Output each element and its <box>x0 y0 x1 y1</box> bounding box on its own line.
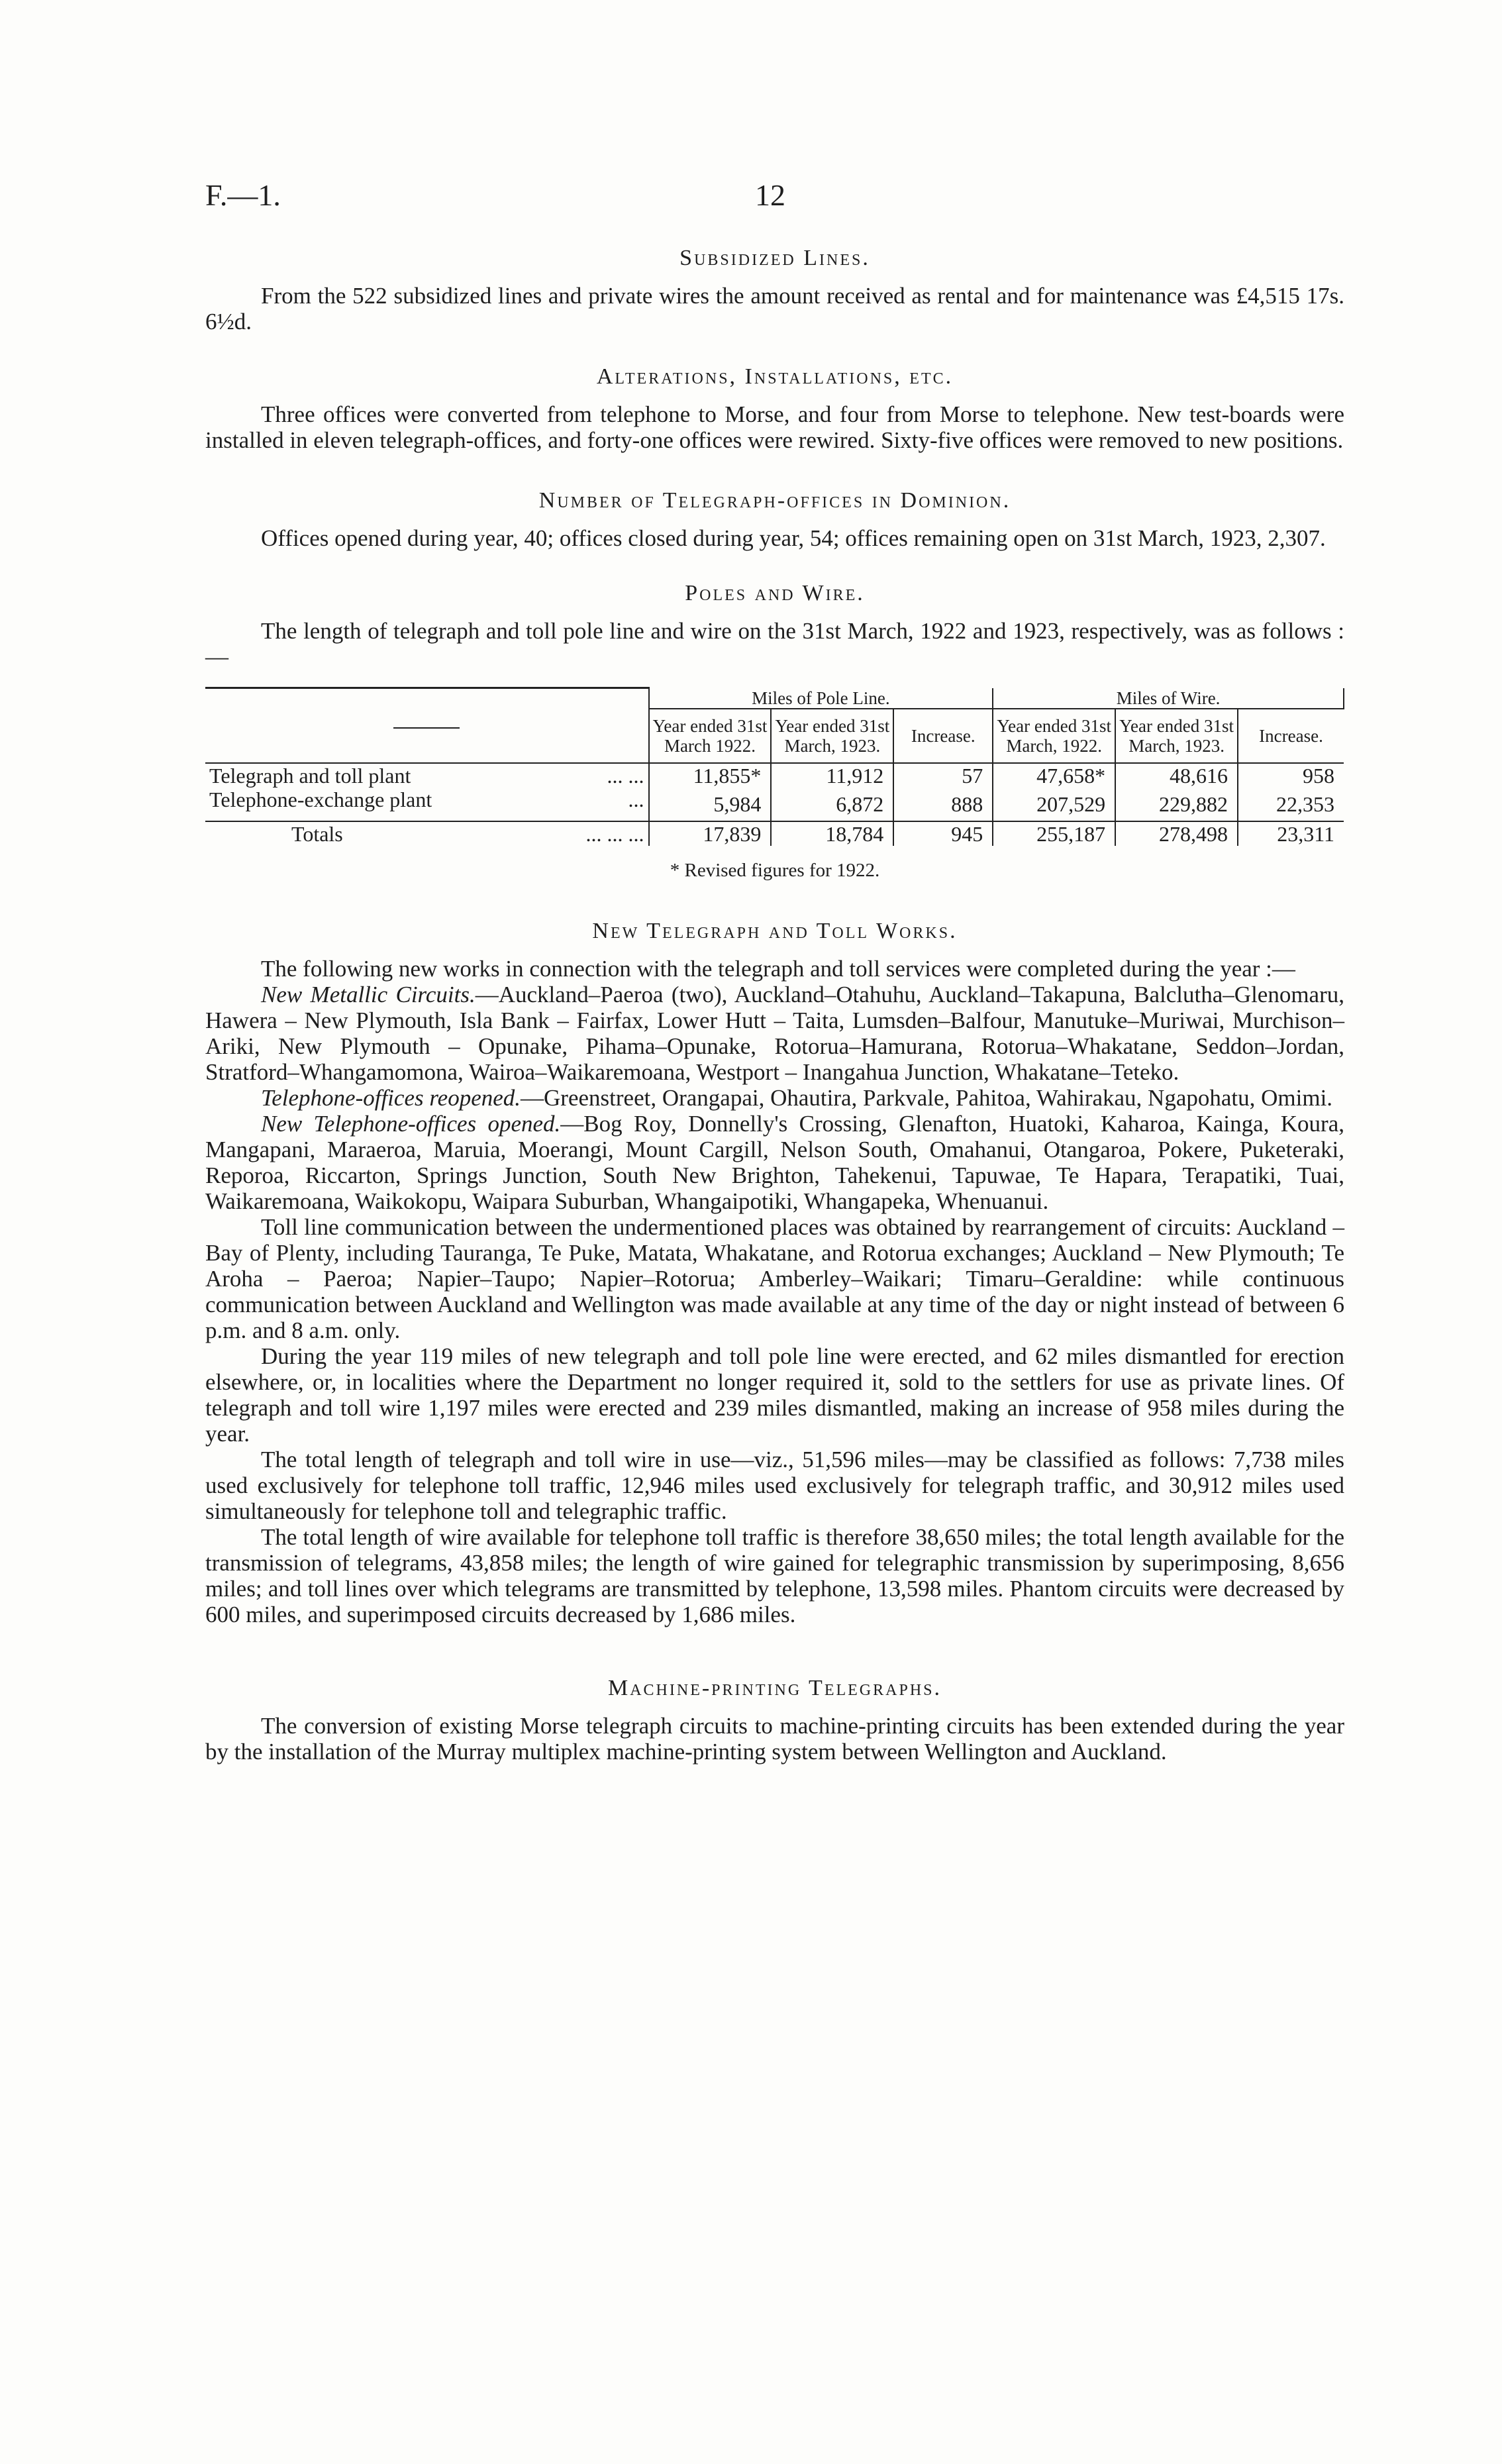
label-offices-opened: New Telephone-offices opened. <box>261 1110 561 1137</box>
text-metallic-circuits: —Auckland–Paeroa (two), Auckland–Otahuhu, Auckland–Takapuna, Balclutha–Glenomaru, Hawera – New Plymouth, Isla Bank – Fairfax, Lower Hutt – Taita, Lumsden–Balfour, Manutuke–Muriwai, Murchison–Ariki, New Plymouth – Opunake, Pihama–Opunake, Rotorua–Hamurana, Rotorua–Whakatane, Seddon–Jordan, Stratford–Whangamomona, Wairoa–Waikaremoana, Westport – Inangahua Junction, Whakatane–Teteko. <box>205 981 1344 1085</box>
running-head <box>205 178 1344 217</box>
row-leader-dots: ... ... <box>607 763 644 788</box>
poles-wire-table <box>205 687 1344 846</box>
paragraph-toll-wire-available: The total length of wire available for telephone toll traffic is therefore 38,650 miles; the total length available for the transmission of telegrams, 43,858 miles; the length of wire gained for telegraphic transmission by superimposing, 8,656 miles; and toll lines over which telegrams are transmitted by telephone, 13,598 miles. Phantom circuits were decreased by 600 miles, and superimposed circuits decreased by 1,686 miles. <box>205 1523 1344 1627</box>
total-pole-1923: 18,784 <box>771 821 893 846</box>
row-label: Telegraph and toll plant <box>209 763 411 788</box>
header-dash <box>393 727 460 729</box>
cell-wire-1923: 229,882 <box>1115 788 1238 821</box>
text-offices-reopened: —Greenstreet, Orangapai, Ohautira, Parkvale, Pahitoa, Wahirakau, Ngapohatu, Omimi. <box>521 1084 1333 1111</box>
totals-leader-dots: ... ... ... <box>585 821 644 846</box>
heading-subsidized-lines: Subsidized Lines. <box>679 246 870 270</box>
paragraph-offices-reopened <box>205 1085 1344 1111</box>
cell-pole-increase: 888 <box>893 788 993 821</box>
paragraph-pole-line-erected: During the year 119 miles of new telegraph and toll pole line were erected, and 62 miles dismantled for erection elsewhere, or, in localities where the Department no longer required it, sold to the settlers for use as private lines. Of telegraph and toll wire 1,197 miles were erected and 239 miles dismantled, making an increase of 958 miles during the year. <box>205 1343 1344 1447</box>
header-wire-1923: Year ended 31st March, 1923. <box>1115 709 1238 763</box>
cell-pole-increase: 57 <box>893 763 993 788</box>
paragraph-subsidized: From the 522 subsidized lines and private wires the amount received as rental and for maintenance was £4,515 17s. 6½d. <box>205 283 1344 334</box>
paragraph-alterations: Three offices were converted from telephone to Morse, and four from Morse to telephone. New test-boards were installed in eleven telegraph-offices, and forty-one offices were rewired. Sixty-five offices were removed to new positions. <box>205 401 1344 453</box>
header-wire-increase: Increase. <box>1238 709 1344 763</box>
header-blank-cell <box>205 688 649 763</box>
row-label: Telephone-exchange plant <box>209 787 432 811</box>
paragraph-wire-classification: The total length of telegraph and toll wire in use—viz., 51,596 miles—may be classified as follows: 7,738 miles used exclusively for telephone toll traffic, 12,946 miles used exclusively for telegraph traffic, and 30,912 miles used simultaneously for telephone toll and telegraphic traffic. <box>205 1446 1344 1524</box>
row-leader-dots: ... <box>628 787 644 811</box>
label-metallic-circuits: New Metallic Circuits. <box>261 981 476 1007</box>
table-totals-row <box>205 821 1344 846</box>
header-pole-1923: Year ended 31st March, 1923. <box>771 709 893 763</box>
heading-number-of-offices: Number of Telegraph-offices in Dominion. <box>538 488 1011 513</box>
body-column <box>205 245 1344 1765</box>
total-wire-1922: 255,187 <box>993 821 1115 846</box>
total-pole-increase: 945 <box>893 821 993 846</box>
text-offices-opened: —Bog Roy, Donnelly's Crossing, Glenafton, Huatoki, Kaharoa, Kainga, Koura, Mangapani, Maraeroa, Maruia, Moerangi, Mount Cargill, Nelson South, Omahanui, Otangaroa, Pokere, Puketeraki, Reporoa, Riccarton, Springs Junction, South New Brighton, Tahekenui, Tapuwae, Te Hapara, Terapatiki, Tuai, Waikaremoana, Waikokopu, Waipara Suburban, Whangaipotiki, Whangapeka, Whenuanui. <box>205 1110 1344 1214</box>
paragraph-toll-communication: Toll line communication between the undermentioned places was obtained by rearrangement of circuits: Auckland – Bay of Plenty, including Tauranga, Te Puke, Matata, Whakatane, and Rotorua exchanges; Auckland – New Plymouth; Te Aroha – Paeroa; Napier–Taupo; Napier–Rotorua; Amberley–Waikari; Timaru–Geraldine: while continuous communication between Auckland and Wellington was made available at any time of the day or night instead of between 6 p.m. and 8 a.m. only. <box>205 1213 1344 1343</box>
paragraph-number-of-offices: Offices opened during year, 40; offices closed during year, 54; offices remaining open on 31st March, 1923, 2,307. <box>261 525 1326 551</box>
heading-machine-printing: Machine-printing Telegraphs. <box>607 1675 942 1700</box>
total-wire-increase: 23,311 <box>1238 821 1344 846</box>
totals-label: Totals <box>291 821 343 846</box>
header-wire-1922: Year ended 31st March, 1922. <box>993 709 1115 763</box>
paragraph-poles-intro: The length of telegraph and toll pole line and wire on the 31st March, 1922 and 1923, respectively, was as follows :— <box>205 618 1344 670</box>
document-code: F.—1. <box>205 178 281 212</box>
page-number: 12 <box>755 178 785 212</box>
header-pole-increase: Increase. <box>893 709 993 763</box>
cell-wire-1922: 47,658* <box>993 763 1115 788</box>
header-miles-of-wire: Miles of Wire. <box>993 688 1344 709</box>
paragraph-machine-printing: The conversion of existing Morse telegraph circuits to machine-printing circuits has been extended during the year by the installation of the Murray multiplex machine-printing system between Wellington and Auckland. <box>205 1712 1344 1765</box>
total-wire-1923: 278,498 <box>1115 821 1238 846</box>
cell-wire-1922: 207,529 <box>993 788 1115 821</box>
table-row <box>205 788 1344 821</box>
paragraph-new-works-intro: The following new works in connection with the telegraph and toll services were completed during the year :— <box>261 955 1295 982</box>
table-row <box>205 763 1344 788</box>
cell-pole-1922: 11,855* <box>649 763 772 788</box>
cell-pole-1923: 6,872 <box>771 788 893 821</box>
cell-pole-1922: 5,984 <box>649 788 772 821</box>
paragraph-offices-opened <box>205 1111 1344 1214</box>
cell-wire-increase: 22,353 <box>1238 788 1344 821</box>
header-pole-1922: Year ended 31st March 1922. <box>649 709 772 763</box>
table-header-group-row <box>205 688 1344 709</box>
header-miles-of-pole-line: Miles of Pole Line. <box>649 688 993 709</box>
paragraph-metallic-circuits <box>205 982 1344 1085</box>
cell-wire-1923: 48,616 <box>1115 763 1238 788</box>
heading-alterations: Alterations, Installations, etc. <box>596 364 954 389</box>
heading-poles-and-wire: Poles and Wire. <box>685 581 865 605</box>
heading-new-works: New Telegraph and Toll Works. <box>592 918 958 943</box>
table-footnote: * Revised figures for 1922. <box>670 859 880 881</box>
cell-pole-1923: 11,912 <box>771 763 893 788</box>
total-pole-1922: 17,839 <box>649 821 772 846</box>
label-offices-reopened: Telephone-offices reopened. <box>261 1084 521 1111</box>
cell-wire-increase: 958 <box>1238 763 1344 788</box>
